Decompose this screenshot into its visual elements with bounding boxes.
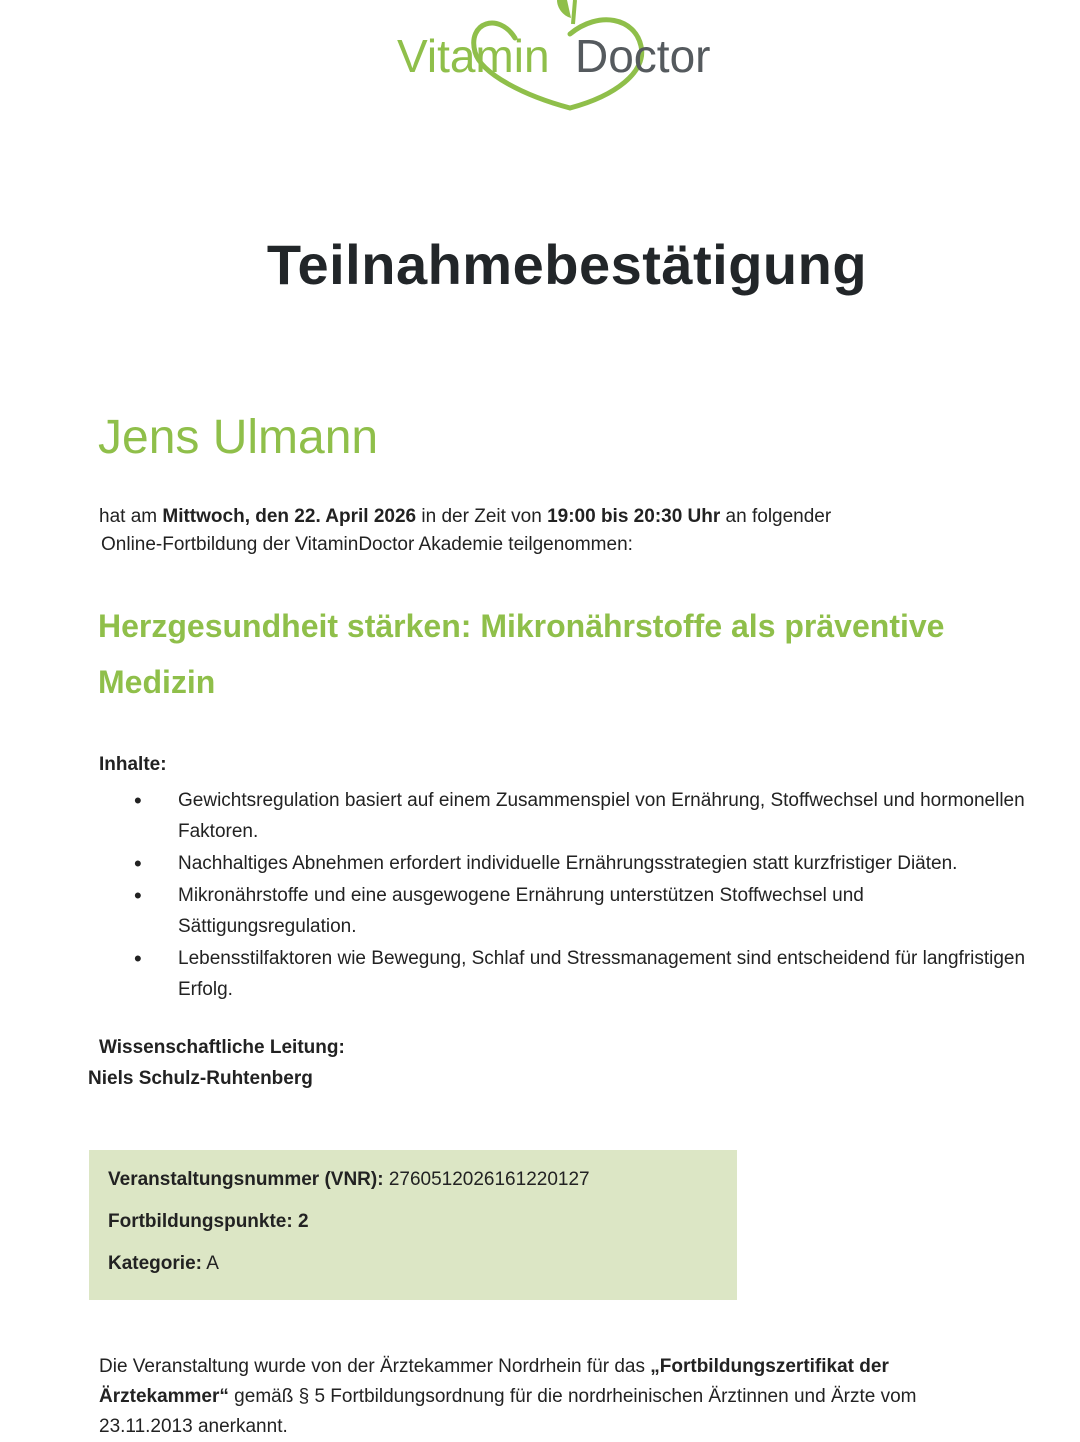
vitamindoctor-logo — [395, 0, 755, 115]
vnr-value: 2760512026161220127 — [383, 1169, 590, 1190]
event-date: Mittwoch, den 22. April 2026 — [162, 506, 417, 527]
scientific-lead-label: Wissenschaftliche Leitung: — [99, 1037, 345, 1058]
accreditation-note: Die Veranstaltung wurde von der Ärztekammer Nordrhein für das „Fortbildungszertifikat der Ärztekammer“ gemäß § 5 Fortbildungsordnung für die nordrheinischen Ärztinnen und Ärzte vom 23.11.2013 anerkannt. — [99, 1356, 917, 1437]
vnr-row: Veranstaltungsnummer (VNR): 2760512026161220127 — [108, 1169, 590, 1190]
list-item: • Mikronährstoffe und eine ausgewogene Ernährung unterstützen Stoffwechsel und Sättigungsregulation. — [134, 880, 1034, 942]
bullet-icon: • — [134, 883, 142, 908]
document-title: Teilnahmebestätigung — [266, 233, 868, 296]
scientific-lead-name: Niels Schulz-Ruhtenberg — [88, 1068, 313, 1089]
event-time: 19:00 bis 20:30 Uhr — [547, 506, 721, 527]
participant-name: Jens Ulmann — [98, 411, 379, 464]
logo-text-doctor: Doctor — [575, 30, 711, 82]
list-item: • Nachhaltiges Abnehmen erfordert individuelle Ernährungsstrategien statt kurzfristiger Diäten. — [134, 848, 1034, 879]
contents-list — [134, 785, 1034, 1006]
logo-text-vitamin: Vitamin — [397, 30, 550, 82]
intro-text: hat am Mittwoch, den 22. April 2026 in der Zeit von 19:00 bis 20:30 Uhr an folgender Online-Fortbildung der VitaminDoctor Akademie teilgenommen: — [99, 506, 832, 555]
course-title: Herzgesundheit stärken: Mikronährstoffe als präventive Medizin — [98, 608, 945, 700]
bullet-icon: • — [134, 851, 142, 876]
category-value: A — [201, 1253, 219, 1274]
points-row: Fortbildungspunkte: 2 — [108, 1211, 309, 1232]
certificate-name: „Fortbildungszertifikat der Ärztekammer“ — [99, 1356, 889, 1407]
bullet-icon: • — [134, 788, 142, 813]
category-row: Kategorie: A — [108, 1253, 219, 1274]
bullet-icon: • — [134, 946, 142, 971]
list-item: • Gewichtsregulation basiert auf einem Zusammenspiel von Ernährung, Stoffwechsel und hormonellen Faktoren. — [134, 785, 1034, 847]
contents-label: Inhalte: — [99, 754, 167, 775]
list-item: • Lebensstilfaktoren wie Bewegung, Schlaf und Stressmanagement sind entscheidend für langfristigen Erfolg. — [134, 943, 1034, 1005]
leaf-icon — [557, 0, 571, 18]
event-info-box — [89, 1150, 737, 1300]
